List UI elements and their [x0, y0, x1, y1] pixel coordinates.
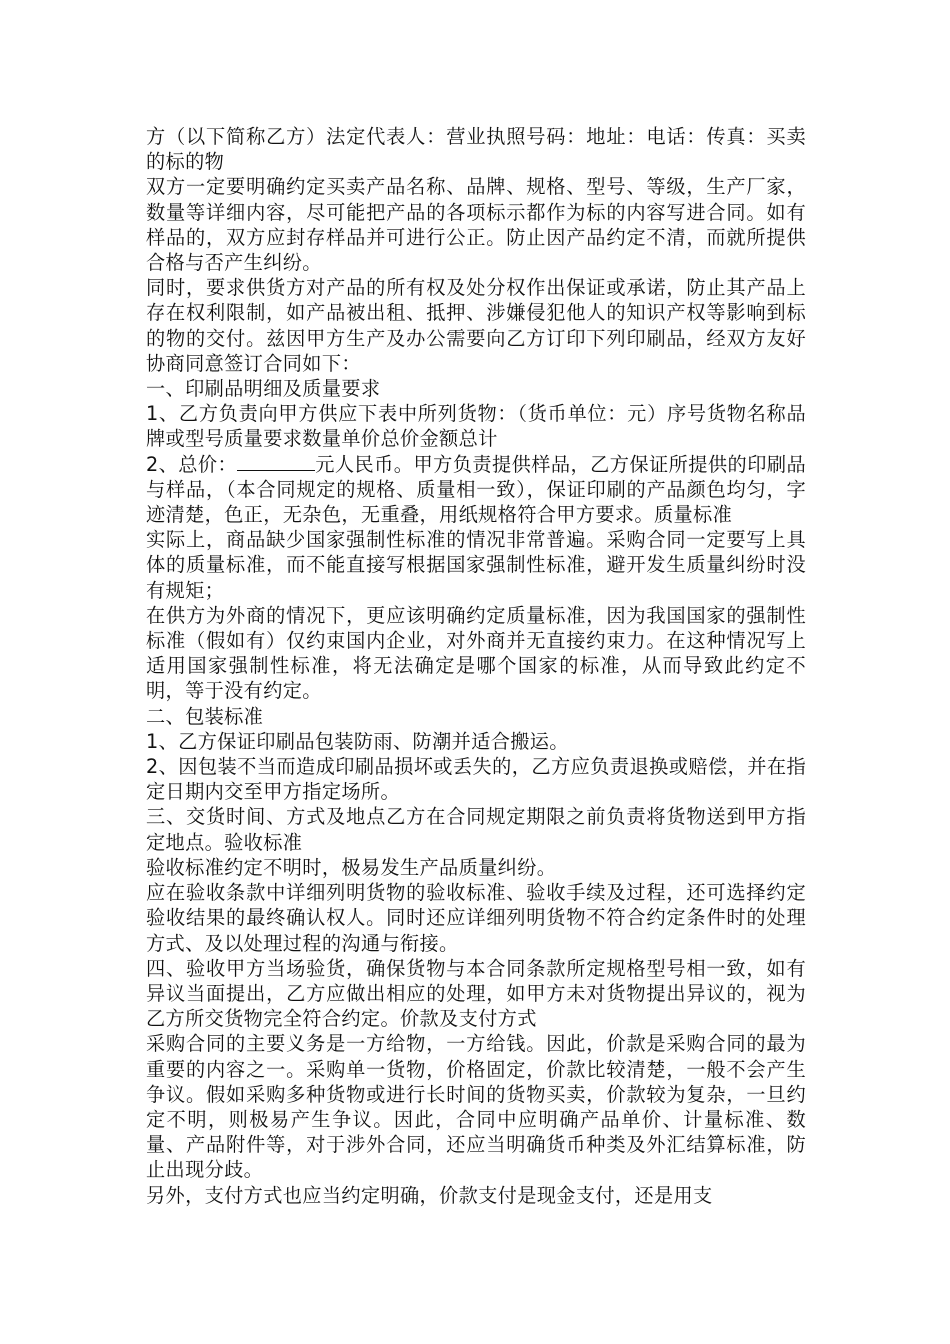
price-blank-line — [237, 453, 315, 471]
clause-1-1: 1、乙方负责向甲方供应下表中所列货物：（货币单位：元）序号货物名称品牌或型号质量要求数量单价总价金额总计 — [146, 402, 806, 451]
price-suffix: 元人民币。甲方负责提供样品，乙方保证所提供的印刷品与样品，（本合同规定的规格、质量相一致），保证印刷的产品颜色均匀，字迹清楚，色正，无杂色，无重叠，用纸规格符合甲方要求。质量标准 — [146, 452, 806, 527]
paragraph-ownership: 同时，要求供货方对产品的所有权及处分权作出保证或承诺，防止其产品上存在权利限制，如产品被出租、抵押、涉嫌侵犯他人的知识产权等影响到标的物的交付。兹因甲方生产及办公需要向乙方订印下列印刷品，经双方友好协商同意签订合同如下： — [146, 276, 806, 375]
section-heading-2: 二、包装标准 — [146, 704, 264, 728]
price-prefix: 2、总价： — [146, 452, 238, 476]
paragraph-parties: 方（以下简称乙方）法定代表人：营业执照号码：地址：电话：传真：买卖的标的物 — [146, 125, 806, 174]
clause-1-2-price — [146, 452, 806, 528]
paragraph-acceptance-note-1: 验收标准约定不明时，极易发生产品质量纠纷。 — [146, 855, 557, 879]
section-heading-4: 四、验收甲方当场验货，确保货物与本合同条款所定规格型号相一致，如有异议当面提出，乙方应做出相应的处理，如甲方未对货物提出异议的，视为乙方所交货物完全符合约定。价款及支付方式 — [146, 956, 806, 1031]
paragraph-acceptance-note-2: 应在验收条款中详细列明货物的验收标准、验收手续及过程，还可选择约定验收结果的最终确认权人。同时还应详细列明货物不符合约定条件时的处理方式、及以处理过程的沟通与衔接。 — [146, 881, 806, 955]
paragraph-payment-note-2: 另外，支付方式也应当约定明确，价款支付是现金支付，还是用支 — [146, 1183, 713, 1207]
document-body — [146, 124, 806, 1208]
paragraph-payment-note-1: 采购合同的主要义务是一方给物，一方给钱。因此，价款是采购合同的最为重要的内容之一。采购单一货物，价格固定，价款比较清楚，一般不会产生争议。假如采购多种货物或进行长时间的货物买卖，价款较为复杂，一旦约定不明，则极易产生争议。因此，合同中应明确产品单价、计量标准、数量、产品附件等，对于涉外合同，还应当明确货币种类及外汇结算标准，防止出现分歧。 — [146, 1032, 806, 1182]
paragraph-quality-note-1: 实际上，商品缺少国家强制性标准的情况非常普遍。采购合同一定要写上具体的质量标准，而不能直接写根据国家强制性标准，避开发生质量纠纷时没有规矩； — [146, 528, 806, 602]
section-heading-1: 一、印刷品明细及质量要求 — [146, 377, 381, 401]
section-heading-3: 三、交货时间、方式及地点乙方在合同规定期限之前负责将货物送到甲方指定地点。验收标准 — [146, 805, 806, 854]
paragraph-subject-matter: 双方一定要明确约定买卖产品名称、品牌、规格、型号、等级，生产厂家，数量等详细内容，尽可能把产品的各项标示都作为标的内容写进合同。如有样品的，双方应封存样品并可进行公正。防止因产品约定不清，而就所提供合格与否产生纠纷。 — [146, 175, 806, 275]
paragraph-quality-note-2: 在供方为外商的情况下，更应该明确约定质量标准，因为我国国家的强制性标准（假如有）仅约束国内企业，对外商并无直接约束力。在这种情况写上适用国家强制性标准，将无法确定是哪个国家的标准，从而导致此约定不明，等于没有约定。 — [146, 603, 806, 703]
clause-2-2: 2、因包装不当而造成印刷品损坏或丢失的，乙方应负责退换或赔偿，并在指定日期内交至甲方指定场所。 — [146, 755, 806, 804]
clause-2-1: 1、乙方保证印刷品包装防雨、防潮并适合搬运。 — [146, 729, 569, 753]
